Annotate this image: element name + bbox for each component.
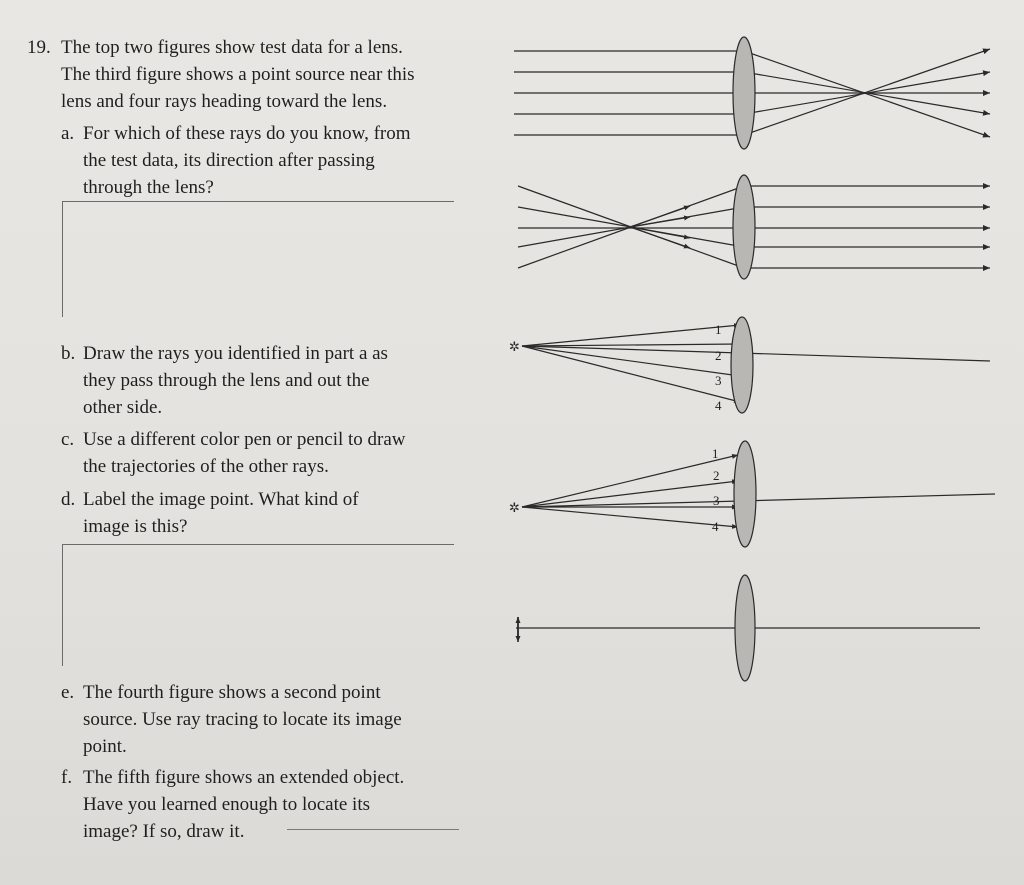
fig2-lens	[733, 175, 755, 279]
part-a-label: a.	[61, 123, 75, 144]
fig2-arrow	[630, 206, 690, 227]
part-b-line: Draw the rays you identified in part a as	[83, 343, 388, 364]
fig3-label-2: 2	[715, 348, 722, 363]
intro-line: lens and four rays heading toward the lens.	[61, 91, 388, 112]
fig1-outgoing-ray	[744, 49, 990, 135]
fig3-ray-1	[522, 325, 740, 346]
figure-3-point-source	[509, 317, 990, 413]
fig4-label-2: 2	[713, 468, 720, 483]
part-f-label: f.	[61, 767, 73, 788]
figure-5-extended-object	[516, 575, 980, 681]
part-a-line: through the lens?	[83, 177, 214, 198]
fig4-lens	[734, 441, 756, 547]
part-b-label: b.	[61, 343, 76, 364]
fig3-axis	[522, 346, 990, 361]
fig4-ray-4	[522, 507, 738, 527]
fig2-arrow	[630, 217, 690, 227]
part-a-line: the test data, its direction after passing	[83, 150, 375, 171]
intro-line: The top two figures show test data for a lens.	[61, 37, 403, 58]
fig2-arrow	[630, 227, 690, 238]
part-e-line: source. Use ray tracing to locate its image	[83, 709, 402, 730]
intro-line: The third figure shows a point source near this	[61, 64, 415, 85]
fig4-axis	[522, 494, 995, 507]
fig5-lens	[735, 575, 755, 681]
fig3-lens	[731, 317, 753, 413]
part-c-line: the trajectories of the other rays.	[83, 456, 329, 477]
part-c-label: c.	[61, 429, 75, 450]
fig3-label-3: 3	[715, 373, 722, 388]
fig4-label-1: 1	[712, 446, 719, 461]
part-b-line: they pass through the lens and out the	[83, 370, 370, 391]
part-e-line: The fourth figure shows a second point	[83, 682, 381, 703]
figure-4-second-source	[509, 441, 995, 547]
fig2-arrow	[630, 227, 690, 248]
part-c-line: Use a different color pen or pencil to draw	[83, 429, 406, 450]
figure-1-parallel-rays	[514, 37, 990, 149]
part-f-line: image? If so, draw it.	[83, 821, 245, 842]
fig3-source-star: ✲	[509, 340, 520, 355]
part-e-label: e.	[61, 682, 75, 703]
part-d-label: d.	[61, 489, 76, 510]
fig4-ray-1	[522, 455, 738, 507]
part-f-line: The fifth figure shows an extended object.	[83, 767, 405, 788]
fig3-ray-3	[522, 346, 740, 376]
fig1-outgoing-ray	[744, 51, 990, 137]
fig4-label-3: 3	[713, 493, 720, 508]
fig3-ray-2	[522, 344, 740, 346]
fig3-ray-4	[522, 346, 740, 402]
fig3-label-4: 4	[715, 398, 722, 413]
part-d-line: Label the image point. What kind of	[83, 489, 359, 510]
part-d-line: image is this?	[83, 516, 188, 537]
part-e-line: point.	[83, 736, 127, 757]
part-f-line: Have you learned enough to locate its	[83, 794, 371, 815]
part-a-line: For which of these rays do you know, from	[83, 123, 411, 144]
fig4-source-star: ✲	[509, 501, 520, 516]
fig1-lens	[733, 37, 755, 149]
fig3-label-1: 1	[715, 322, 722, 337]
fig4-ray-2	[522, 481, 738, 507]
part-b-line: other side.	[83, 397, 163, 418]
figure-2-focus-rays	[518, 175, 990, 279]
question-number: 19.	[27, 37, 51, 58]
fig4-label-4: 4	[712, 519, 719, 534]
